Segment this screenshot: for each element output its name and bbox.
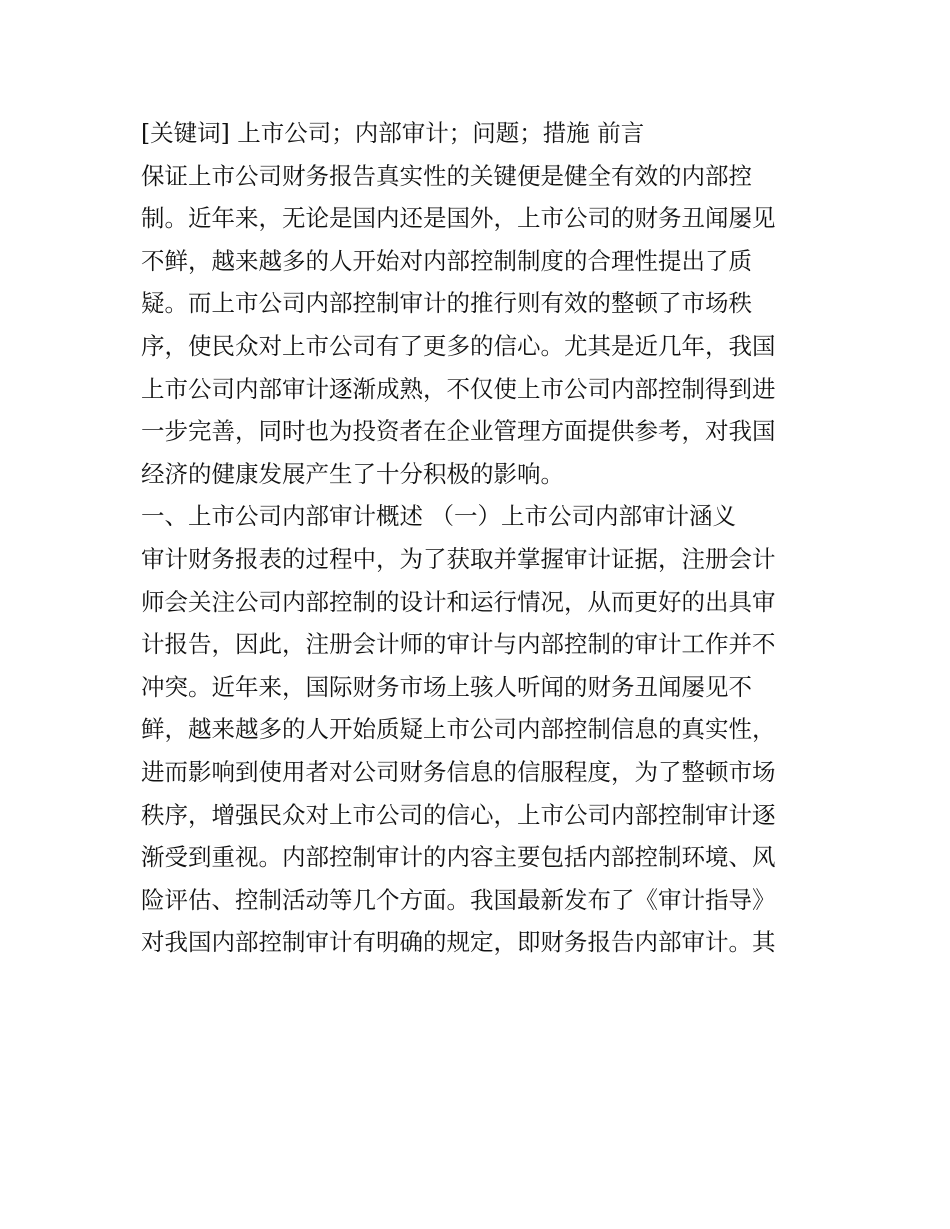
text-line: 审计财务报表的过程中，为了获取并掌握审计证据，注册会计: [141, 544, 776, 573]
document-body: [141, 112, 821, 964]
text-line: 序，使民众对上市公司有了更多的信心。尤其是近几年，我国: [141, 331, 776, 360]
text-line: 一步完善，同时也为投资者在企业管理方面提供参考，对我国: [141, 417, 776, 446]
section-heading-line: 一、上市公司内部审计概述 （一）上市公司内部审计涵义: [141, 502, 736, 531]
text-line: 经济的健康发展产生了十分积极的影响。: [141, 459, 564, 488]
text-line: 上市公司内部审计逐渐成熟，不仅使上市公司内部控制得到进: [141, 374, 776, 403]
text-line: 鲜，越来越多的人开始质疑上市公司内部控制信息的真实性，: [141, 715, 776, 744]
text-line: 对我国内部控制审计有明确的规定，即财务报告内部审计。其: [141, 928, 776, 957]
text-line: 险评估、控制活动等几个方面。我国最新发布了《审计指导》: [141, 885, 776, 914]
text-line: 冲突。近年来，国际财务市场上骇人听闻的财务丑闻屡见不: [141, 672, 752, 701]
text-line: 计报告，因此，注册会计师的审计与内部控制的审计工作并不: [141, 630, 776, 659]
text-line: 疑。而上市公司内部控制审计的推行则有效的整顿了市场秩: [141, 289, 752, 318]
text-line: 制。近年来，无论是国内还是国外，上市公司的财务丑闻屡见: [141, 204, 776, 233]
text-line: 师会关注公司内部控制的设计和运行情况，从而更好的出具审: [141, 587, 776, 616]
keywords-line: [关键词] 上市公司；内部审计；问题；措施 前言: [141, 119, 645, 147]
text-line: 进而影响到使用者对公司财务信息的信服程度，为了整顿市场: [141, 757, 776, 786]
text-line: 保证上市公司财务报告真实性的关键便是健全有效的内部控: [141, 161, 752, 190]
text-line: 秩序，增强民众对上市公司的信心，上市公司内部控制审计逐: [141, 800, 776, 829]
text-line: 不鲜，越来越多的人开始对内部控制制度的合理性提出了质: [141, 246, 752, 275]
text-line: 渐受到重视。内部控制审计的内容主要包括内部控制环境、风: [141, 843, 776, 872]
